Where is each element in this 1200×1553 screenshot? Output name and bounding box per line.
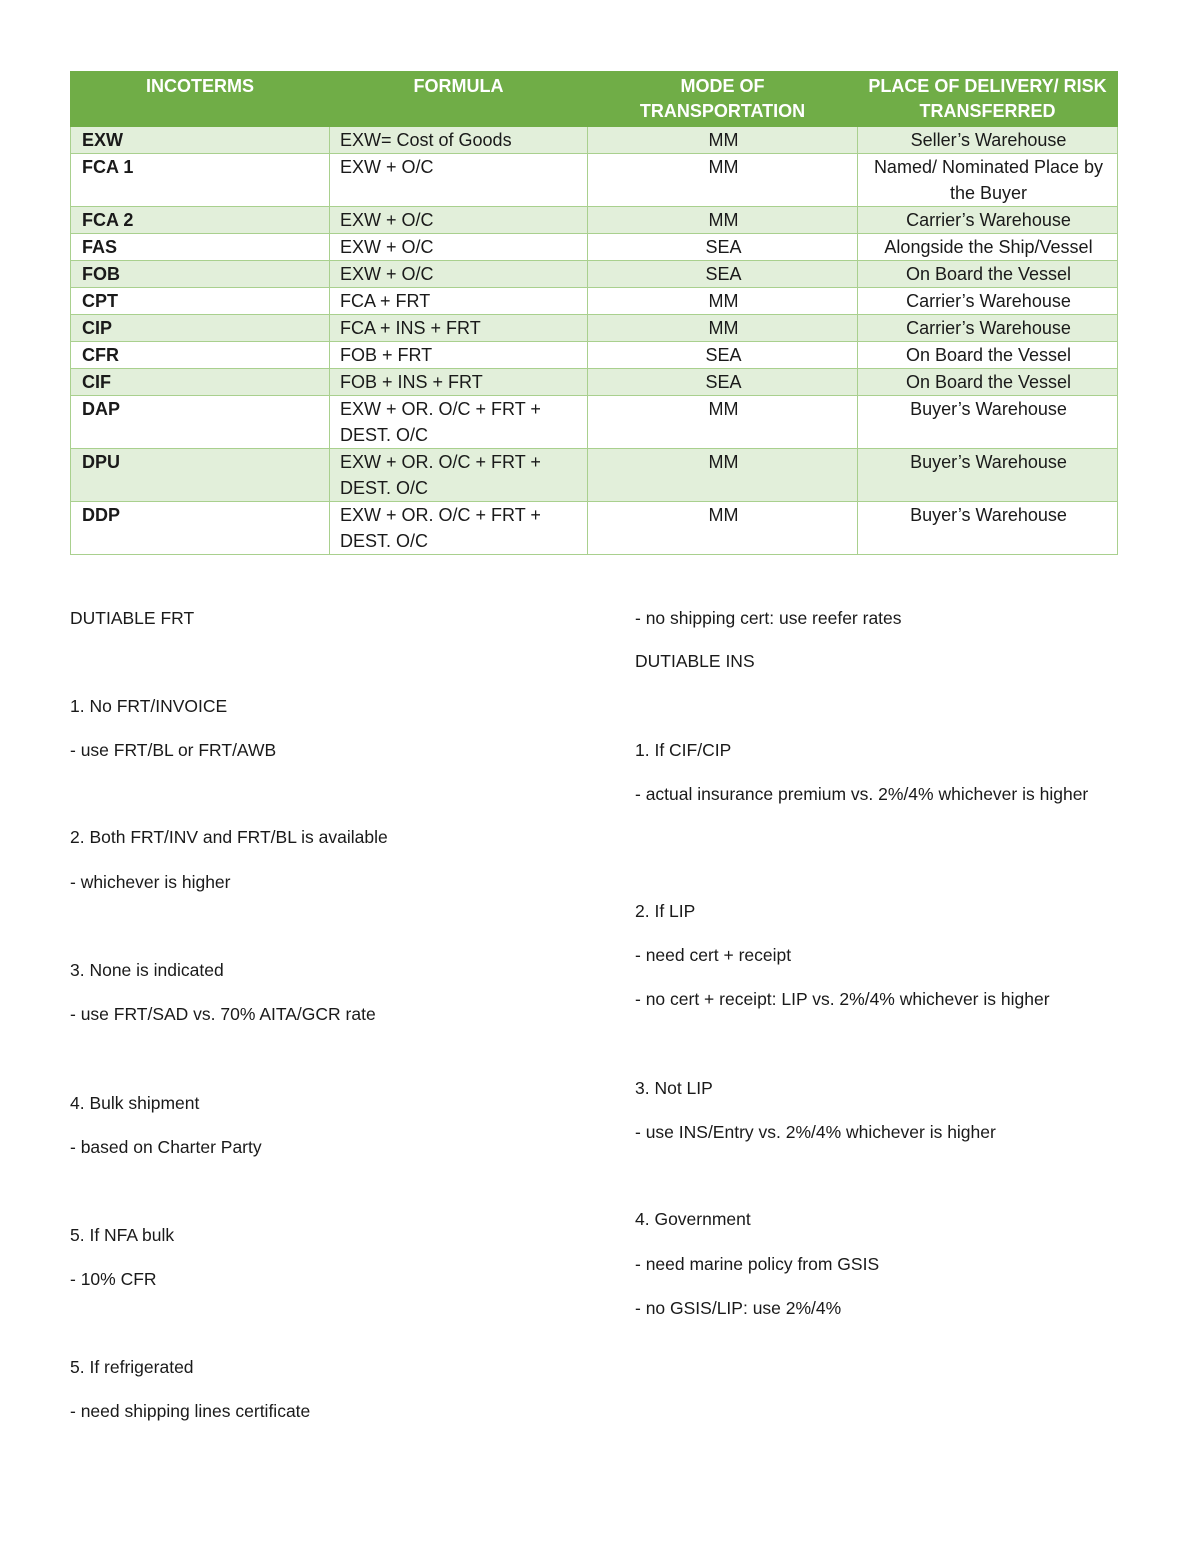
rule-detail: - use INS/Entry vs. 2%/4% whichever is higher — [635, 1122, 996, 1142]
cell-term: EXW — [71, 127, 330, 154]
rule-detail: - no GSIS/LIP: use 2%/4% — [635, 1298, 842, 1318]
cell-place: Carrier’s Warehouse — [858, 288, 1118, 315]
header-formula: FORMULA — [330, 72, 588, 127]
cell-mode: SEA — [588, 234, 858, 261]
cell-mode: MM — [588, 207, 858, 234]
rule-heading: 1. No FRT/INVOICE — [70, 696, 228, 716]
cell-place: Carrier’s Warehouse — [858, 207, 1118, 234]
cell-mode: MM — [588, 449, 858, 502]
rule-detail: - no cert + receipt: LIP vs. 2%/4% whichever is higher — [635, 989, 1050, 1009]
cell-term: CIP — [71, 315, 330, 342]
rule-heading: 2. Both FRT/INV and FRT/BL is available — [70, 827, 388, 847]
rule-detail: - actual insurance premium vs. 2%/4% whichever is higher — [635, 784, 1089, 804]
table-row — [71, 342, 1118, 369]
cell-mode: MM — [588, 315, 858, 342]
cell-place: Carrier’s Warehouse — [858, 315, 1118, 342]
rule-detail: - based on Charter Party — [70, 1137, 262, 1157]
cell-term: FOB — [71, 261, 330, 288]
cell-mode: SEA — [588, 342, 858, 369]
cell-mode: MM — [588, 288, 858, 315]
cell-mode: MM — [588, 396, 858, 449]
cell-mode: SEA — [588, 369, 858, 396]
cell-term: CFR — [71, 342, 330, 369]
cell-mode: MM — [588, 502, 858, 555]
table-row — [71, 449, 1118, 502]
section-heading: DUTIABLE INS — [635, 651, 755, 671]
cell-place: Alongside the Ship/Vessel — [858, 234, 1118, 261]
cell-mode: MM — [588, 154, 858, 207]
table-row — [71, 207, 1118, 234]
cell-formula: FOB + INS + FRT — [330, 369, 588, 396]
rule-detail: - need shipping lines certificate — [70, 1401, 311, 1421]
rule-heading: 3. Not LIP — [635, 1078, 713, 1098]
cell-formula: EXW + O/C — [330, 154, 588, 207]
rule-heading: 2. If LIP — [635, 901, 696, 921]
cell-formula: EXW + OR. O/C + FRT + DEST. O/C — [330, 396, 588, 449]
header-mode: MODE OF TRANSPORTATION — [588, 72, 858, 127]
cell-formula: EXW + O/C — [330, 234, 588, 261]
rule-heading: 3. None is indicated — [70, 960, 224, 980]
cell-mode: SEA — [588, 261, 858, 288]
rule-heading: 5. If refrigerated — [70, 1357, 194, 1377]
table-row — [71, 154, 1118, 207]
rule-detail: - need marine policy from GSIS — [635, 1254, 880, 1274]
cell-place: On Board the Vessel — [858, 261, 1118, 288]
cell-term: CPT — [71, 288, 330, 315]
cell-mode: MM — [588, 127, 858, 154]
cell-place: On Board the Vessel — [858, 342, 1118, 369]
cell-formula: EXW + OR. O/C + FRT + DEST. O/C — [330, 449, 588, 502]
cell-formula: FCA + INS + FRT — [330, 315, 588, 342]
rule-heading: 4. Bulk shipment — [70, 1093, 200, 1113]
cell-term: DPU — [71, 449, 330, 502]
table-row — [71, 315, 1118, 342]
rule-heading: 5. If NFA bulk — [70, 1225, 175, 1245]
cell-term: DAP — [71, 396, 330, 449]
cell-formula: EXW + OR. O/C + FRT + DEST. O/C — [330, 502, 588, 555]
table-header-row — [71, 72, 1118, 127]
rule-detail: - need cert + receipt — [635, 945, 792, 965]
table-row — [71, 288, 1118, 315]
cell-place: Seller’s Warehouse — [858, 127, 1118, 154]
section-heading: DUTIABLE FRT — [70, 608, 195, 628]
rule-heading: 1. If CIF/CIP — [635, 740, 732, 760]
table-row — [71, 127, 1118, 154]
rule-detail: - 10% CFR — [70, 1269, 157, 1289]
rule-detail: - whichever is higher — [70, 872, 231, 892]
cell-formula: EXW= Cost of Goods — [330, 127, 588, 154]
cell-term: FAS — [71, 234, 330, 261]
rule-detail: - use FRT/SAD vs. 70% AITA/GCR rate — [70, 1004, 376, 1024]
cell-place: Buyer’s Warehouse — [858, 396, 1118, 449]
cell-term: FCA 2 — [71, 207, 330, 234]
cell-place: Buyer’s Warehouse — [858, 449, 1118, 502]
header-place: PLACE OF DELIVERY/ RISK TRANSFERRED — [858, 72, 1118, 127]
cell-place: Buyer’s Warehouse — [858, 502, 1118, 555]
cell-term: DDP — [71, 502, 330, 555]
header-incoterms: INCOTERMS — [71, 72, 330, 127]
rule-detail: - use FRT/BL or FRT/AWB — [70, 740, 277, 760]
table-row — [71, 396, 1118, 449]
cell-place: Named/ Nominated Place by the Buyer — [858, 154, 1118, 207]
cell-formula: EXW + O/C — [330, 261, 588, 288]
cell-formula: FOB + FRT — [330, 342, 588, 369]
rule-heading: 4. Government — [635, 1209, 751, 1229]
incoterms-table — [70, 71, 1118, 555]
cell-formula: EXW + O/C — [330, 207, 588, 234]
cell-term: FCA 1 — [71, 154, 330, 207]
table-row — [71, 502, 1118, 555]
table-row — [71, 234, 1118, 261]
cell-formula: FCA + FRT — [330, 288, 588, 315]
table-row — [71, 369, 1118, 396]
rule-detail: - no shipping cert: use reefer rates — [635, 608, 902, 628]
table-row — [71, 261, 1118, 288]
cell-term: CIF — [71, 369, 330, 396]
cell-place: On Board the Vessel — [858, 369, 1118, 396]
